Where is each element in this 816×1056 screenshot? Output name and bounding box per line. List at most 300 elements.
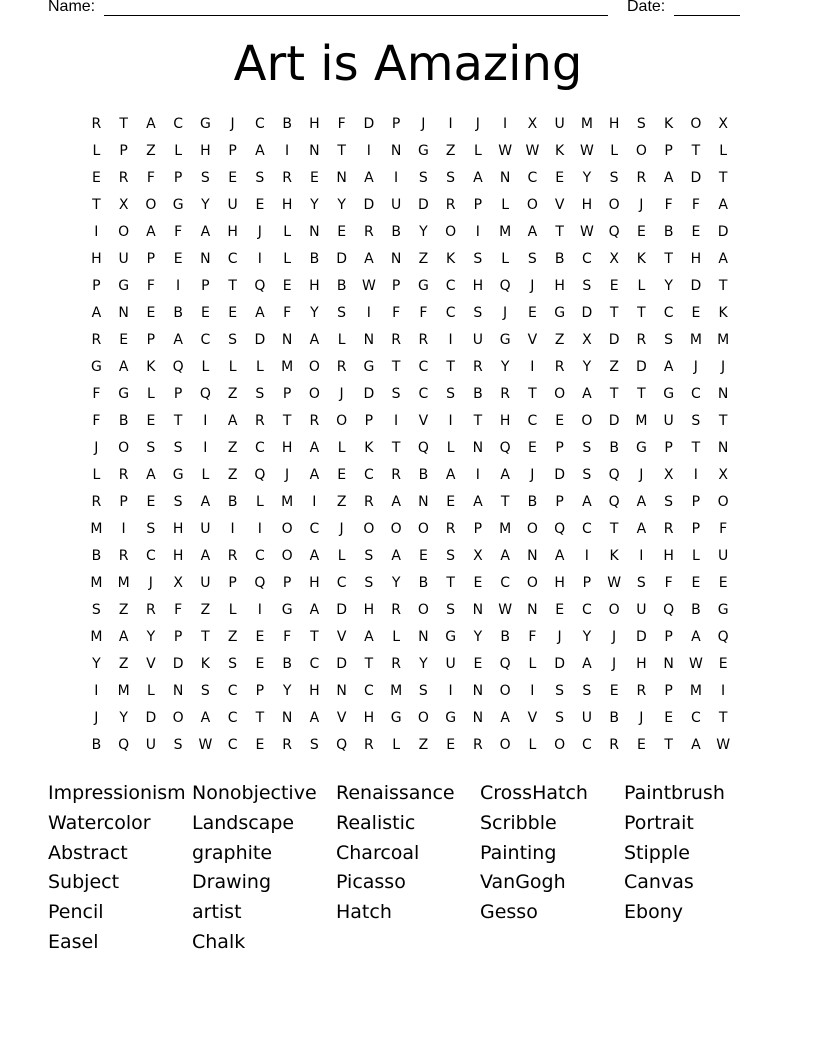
grid-letter[interactable]: M [717, 332, 730, 348]
grid-letter[interactable]: A [309, 710, 320, 726]
grid-letter[interactable]: R [391, 467, 402, 483]
grid-letter[interactable]: N [118, 305, 130, 321]
grid-letter[interactable]: E [609, 278, 620, 294]
grid-letter[interactable]: Y [500, 359, 510, 375]
grid-letter[interactable]: G [390, 710, 403, 726]
grid-letter[interactable]: A [309, 467, 320, 483]
grid-letter[interactable]: T [718, 170, 728, 186]
grid-letter[interactable]: K [636, 251, 647, 267]
grid-letter[interactable]: N [336, 170, 348, 186]
grid-letter[interactable]: D [581, 305, 593, 321]
grid-letter[interactable]: C [363, 467, 375, 483]
grid-letter[interactable]: Q [499, 440, 512, 456]
grid-letter[interactable]: A [636, 494, 647, 510]
grid-letter[interactable]: C [145, 548, 157, 564]
grid-letter[interactable]: I [721, 683, 726, 699]
grid-letter[interactable]: B [336, 278, 347, 294]
grid-letter[interactable]: O [145, 197, 157, 213]
grid-letter[interactable]: Q [172, 359, 185, 375]
grid-letter[interactable]: N [717, 440, 729, 456]
grid-letter[interactable]: G [118, 386, 130, 402]
grid-letter[interactable]: I [366, 305, 372, 321]
grid-letter[interactable]: K [446, 251, 456, 267]
grid-letter[interactable]: C [445, 305, 457, 321]
grid-letter[interactable]: F [146, 170, 156, 186]
grid-letter[interactable]: T [500, 494, 510, 510]
grid-letter[interactable]: S [146, 521, 156, 537]
grid-letter[interactable]: N [336, 683, 348, 699]
grid-letter[interactable]: R [91, 332, 102, 348]
grid-letter[interactable]: P [173, 170, 183, 186]
grid-letter[interactable]: J [639, 467, 644, 483]
grid-letter[interactable]: E [200, 305, 211, 321]
grid-letter[interactable]: T [173, 413, 183, 429]
grid-letter[interactable]: I [448, 413, 454, 429]
grid-letter[interactable]: R [255, 413, 266, 429]
grid-letter[interactable]: A [118, 359, 129, 375]
grid-letter[interactable]: L [337, 332, 347, 348]
grid-letter[interactable]: O [499, 683, 512, 699]
grid-letter[interactable]: Y [582, 170, 592, 186]
grid-letter[interactable]: A [255, 305, 266, 321]
grid-letter[interactable]: A [500, 467, 511, 483]
grid-letter[interactable]: J [530, 278, 535, 294]
grid-letter[interactable]: C [527, 413, 538, 429]
grid-letter[interactable]: I [448, 683, 454, 699]
grid-letter[interactable]: A [473, 494, 484, 510]
grid-letter[interactable]: F [92, 386, 101, 402]
grid-letter[interactable]: P [691, 494, 701, 510]
grid-letter[interactable]: C [227, 737, 239, 753]
grid-letter[interactable]: P [391, 278, 401, 294]
grid-letter[interactable]: A [309, 548, 320, 564]
grid-letter[interactable]: E [636, 224, 647, 240]
grid-letter[interactable]: A [500, 710, 511, 726]
grid-letter[interactable]: L [174, 143, 183, 159]
grid-letter[interactable]: T [637, 305, 647, 321]
grid-letter[interactable]: T [664, 251, 674, 267]
grid-letter[interactable]: J [557, 629, 563, 645]
grid-letter[interactable]: Y [146, 629, 156, 645]
grid-letter[interactable]: R [500, 386, 511, 402]
grid-letter[interactable]: A [445, 467, 456, 483]
grid-letter[interactable]: E [473, 575, 483, 591]
grid-letter[interactable]: S [473, 305, 483, 321]
grid-letter[interactable]: A [146, 116, 157, 132]
grid-letter[interactable]: S [364, 548, 374, 564]
grid-letter[interactable]: H [663, 548, 675, 564]
grid-letter[interactable]: A [500, 548, 511, 564]
grid-letter[interactable]: I [257, 521, 263, 537]
grid-letter[interactable]: E [718, 575, 729, 591]
grid-letter[interactable]: L [392, 737, 401, 753]
grid-letter[interactable]: W [361, 278, 377, 294]
grid-letter[interactable]: O [608, 602, 621, 618]
grid-letter[interactable]: E [527, 440, 538, 456]
grid-letter[interactable]: O [417, 521, 430, 537]
grid-letter[interactable]: E [636, 737, 647, 753]
grid-letter[interactable]: E [255, 629, 265, 645]
grid-letter[interactable]: N [472, 710, 484, 726]
grid-letter[interactable]: R [636, 332, 647, 348]
grid-letter[interactable]: S [364, 575, 374, 591]
grid-letter[interactable]: P [119, 143, 129, 159]
grid-letter[interactable]: T [228, 278, 238, 294]
grid-letter[interactable]: O [690, 116, 702, 132]
grid-letter[interactable]: I [639, 548, 644, 564]
grid-letter[interactable]: A [364, 251, 375, 267]
grid-letter[interactable]: X [663, 467, 674, 483]
grid-letter[interactable]: I [94, 683, 99, 699]
grid-letter[interactable]: E [691, 224, 701, 240]
grid-letter[interactable]: G [417, 143, 430, 159]
grid-letter[interactable]: A [582, 386, 593, 402]
grid-letter[interactable]: D [690, 278, 702, 294]
grid-letter[interactable]: H [200, 143, 212, 159]
grid-letter[interactable]: E [555, 413, 565, 429]
grid-letter[interactable]: F [146, 278, 156, 294]
grid-letter[interactable]: K [200, 656, 211, 672]
grid-letter[interactable]: O [118, 224, 130, 240]
grid-letter[interactable]: T [609, 305, 619, 321]
grid-letter[interactable]: L [528, 656, 537, 672]
grid-letter[interactable]: N [363, 332, 375, 348]
grid-letter[interactable]: T [473, 413, 483, 429]
grid-letter[interactable]: Q [254, 575, 266, 591]
grid-letter[interactable]: R [364, 737, 375, 753]
grid-letter[interactable]: E [418, 548, 429, 564]
grid-letter[interactable]: S [337, 305, 347, 321]
grid-letter[interactable]: L [255, 359, 265, 375]
grid-letter[interactable]: A [173, 332, 184, 348]
grid-letter[interactable]: E [309, 170, 320, 186]
grid-letter[interactable]: E [691, 575, 701, 591]
grid-letter[interactable]: L [283, 251, 292, 267]
grid-letter[interactable]: H [554, 575, 566, 591]
grid-letter[interactable]: A [146, 467, 157, 483]
grid-letter[interactable]: M [580, 116, 594, 132]
grid-letter[interactable]: O [554, 386, 566, 402]
grid-letter[interactable]: Y [419, 656, 429, 672]
grid-letter[interactable]: D [690, 170, 702, 186]
grid-letter[interactable]: C [227, 251, 239, 267]
grid-letter[interactable]: K [718, 305, 729, 321]
grid-letter[interactable]: F [691, 197, 701, 213]
grid-letter[interactable]: S [418, 683, 429, 699]
grid-letter[interactable]: L [201, 359, 210, 375]
grid-letter[interactable]: C [254, 116, 266, 132]
grid-letter[interactable]: S [228, 332, 238, 348]
grid-letter[interactable]: P [146, 251, 156, 267]
grid-letter[interactable]: I [203, 440, 208, 456]
grid-letter[interactable]: W [498, 602, 513, 618]
grid-letter[interactable]: W [498, 143, 513, 159]
grid-letter[interactable]: U [145, 737, 157, 753]
grid-letter[interactable]: T [364, 656, 374, 672]
grid-letter[interactable]: T [609, 386, 619, 402]
grid-letter[interactable]: L [446, 440, 456, 456]
date-blank-line[interactable] [674, 15, 740, 16]
grid-letter[interactable]: E [282, 278, 293, 294]
grid-letter[interactable]: H [172, 548, 184, 564]
grid-letter[interactable]: P [473, 521, 483, 537]
grid-letter[interactable]: A [200, 224, 211, 240]
grid-letter[interactable]: K [146, 359, 156, 375]
grid-letter[interactable]: M [90, 629, 103, 645]
grid-letter[interactable]: N [717, 386, 729, 402]
grid-letter[interactable]: B [473, 386, 484, 402]
grid-letter[interactable]: R [636, 170, 647, 186]
grid-letter[interactable]: Q [199, 386, 212, 402]
grid-letter[interactable]: Y [201, 197, 211, 213]
grid-letter[interactable]: L [719, 143, 728, 159]
grid-letter[interactable]: X [718, 116, 729, 132]
grid-letter[interactable]: A [391, 494, 402, 510]
grid-letter[interactable]: S [309, 737, 320, 753]
grid-letter[interactable]: G [635, 440, 648, 456]
grid-letter[interactable]: Z [418, 737, 429, 753]
grid-letter[interactable]: Q [554, 521, 566, 537]
grid-letter[interactable]: E [337, 224, 347, 240]
grid-letter[interactable]: P [473, 197, 483, 213]
grid-letter[interactable]: S [582, 467, 592, 483]
grid-letter[interactable]: O [390, 521, 403, 537]
grid-letter[interactable]: F [664, 575, 674, 591]
grid-letter[interactable]: V [527, 332, 538, 348]
grid-letter[interactable]: A [309, 602, 320, 618]
grid-letter[interactable]: I [366, 143, 372, 159]
grid-letter[interactable]: H [281, 197, 293, 213]
grid-letter[interactable]: L [228, 602, 238, 618]
grid-letter[interactable]: R [473, 737, 484, 753]
grid-letter[interactable]: L [610, 143, 619, 159]
grid-letter[interactable]: H [499, 413, 511, 429]
grid-letter[interactable]: S [200, 683, 211, 699]
grid-letter[interactable]: Z [609, 359, 620, 375]
grid-letter[interactable]: L [146, 683, 156, 699]
grid-letter[interactable]: A [227, 413, 238, 429]
grid-letter[interactable]: A [309, 332, 320, 348]
grid-letter[interactable]: N [309, 224, 321, 240]
grid-letter[interactable]: P [582, 575, 592, 591]
grid-letter[interactable]: B [609, 440, 620, 456]
grid-letter[interactable]: F [419, 305, 428, 321]
grid-letter[interactable]: D [336, 656, 348, 672]
grid-letter[interactable]: U [391, 197, 402, 213]
grid-letter[interactable]: T [528, 386, 538, 402]
grid-letter[interactable]: G [281, 602, 294, 618]
grid-letter[interactable]: C [363, 683, 375, 699]
grid-letter[interactable]: U [472, 332, 484, 348]
grid-letter[interactable]: E [146, 305, 156, 321]
grid-letter[interactable]: L [201, 467, 210, 483]
grid-letter[interactable]: G [554, 305, 566, 321]
grid-letter[interactable]: H [636, 656, 648, 672]
grid-letter[interactable]: D [172, 656, 185, 672]
grid-letter[interactable]: A [364, 629, 375, 645]
grid-letter[interactable]: R [636, 683, 647, 699]
grid-letter[interactable]: R [445, 197, 456, 213]
grid-letter[interactable]: H [172, 521, 184, 537]
grid-letter[interactable]: J [257, 224, 263, 240]
grid-letter[interactable]: Z [118, 656, 129, 672]
grid-letter[interactable]: D [635, 359, 648, 375]
grid-letter[interactable]: P [119, 494, 129, 510]
grid-letter[interactable]: I [584, 548, 590, 564]
grid-letter[interactable]: T [337, 143, 347, 159]
grid-letter[interactable]: Z [445, 143, 456, 159]
grid-letter[interactable]: A [663, 170, 674, 186]
grid-letter[interactable]: S [446, 170, 456, 186]
grid-letter[interactable]: A [636, 521, 647, 537]
grid-letter[interactable]: S [636, 116, 647, 132]
grid-letter[interactable]: C [500, 575, 511, 591]
grid-letter[interactable]: T [555, 224, 565, 240]
grid-letter[interactable]: D [417, 197, 430, 213]
grid-letter[interactable]: D [336, 602, 348, 618]
grid-letter[interactable]: S [555, 683, 565, 699]
grid-letter[interactable]: D [363, 197, 375, 213]
grid-letter[interactable]: P [282, 386, 292, 402]
grid-letter[interactable]: D [363, 386, 375, 402]
grid-letter[interactable]: Z [227, 386, 238, 402]
grid-letter[interactable]: H [363, 602, 375, 618]
grid-letter[interactable]: R [91, 494, 102, 510]
grid-letter[interactable]: E [146, 494, 156, 510]
grid-letter[interactable]: O [608, 197, 621, 213]
grid-letter[interactable]: S [146, 440, 156, 456]
grid-letter[interactable]: Q [254, 278, 266, 294]
grid-letter[interactable]: E [664, 710, 674, 726]
grid-letter[interactable]: A [200, 494, 211, 510]
grid-letter[interactable]: I [475, 467, 481, 483]
grid-letter[interactable]: A [200, 710, 211, 726]
grid-letter[interactable]: J [285, 467, 290, 483]
grid-letter[interactable]: L [228, 359, 238, 375]
grid-letter[interactable]: D [608, 332, 621, 348]
grid-letter[interactable]: Q [663, 602, 675, 618]
grid-letter[interactable]: O [581, 413, 593, 429]
grid-letter[interactable]: V [146, 656, 157, 672]
grid-letter[interactable]: P [228, 143, 238, 159]
grid-letter[interactable]: O [526, 197, 539, 213]
grid-letter[interactable]: K [609, 548, 620, 564]
grid-letter[interactable]: J [693, 359, 699, 375]
grid-letter[interactable]: C [254, 548, 266, 564]
grid-letter[interactable]: N [418, 629, 430, 645]
grid-letter[interactable]: R [554, 359, 565, 375]
grid-letter[interactable]: V [527, 710, 538, 726]
grid-letter[interactable]: A [554, 548, 565, 564]
grid-letter[interactable]: U [636, 602, 647, 618]
grid-letter[interactable]: M [689, 332, 703, 348]
grid-letter[interactable]: R [118, 170, 129, 186]
grid-letter[interactable]: R [364, 494, 375, 510]
grid-letter[interactable]: Y [310, 305, 320, 321]
grid-letter[interactable]: E [255, 656, 265, 672]
grid-letter[interactable]: Z [227, 467, 238, 483]
grid-letter[interactable]: P [664, 629, 674, 645]
grid-letter[interactable]: H [554, 278, 566, 294]
grid-letter[interactable]: W [579, 224, 595, 240]
grid-letter[interactable]: T [391, 359, 401, 375]
grid-letter[interactable]: H [281, 440, 293, 456]
grid-letter[interactable]: J [148, 575, 154, 591]
grid-letter[interactable]: N [527, 602, 539, 618]
grid-letter[interactable]: C [418, 359, 429, 375]
grid-letter[interactable]: I [530, 359, 535, 375]
grid-letter[interactable]: C [227, 710, 239, 726]
grid-letter[interactable]: G [363, 359, 375, 375]
grid-letter[interactable]: J [475, 116, 481, 132]
grid-letter[interactable]: H [309, 575, 321, 591]
grid-letter[interactable]: B [663, 224, 674, 240]
grid-letter[interactable]: N [390, 143, 402, 159]
grid-letter[interactable]: Y [119, 710, 129, 726]
grid-letter[interactable]: T [310, 629, 320, 645]
grid-letter[interactable]: W [198, 737, 213, 753]
grid-letter[interactable]: R [391, 656, 402, 672]
grid-letter[interactable]: D [554, 656, 566, 672]
grid-letter[interactable]: J [639, 197, 644, 213]
grid-letter[interactable]: C [690, 710, 702, 726]
grid-letter[interactable]: R [418, 332, 429, 348]
grid-letter[interactable]: Q [417, 440, 430, 456]
grid-letter[interactable]: E [146, 413, 156, 429]
grid-letter[interactable]: J [530, 467, 535, 483]
grid-letter[interactable]: F [92, 413, 101, 429]
grid-letter[interactable]: P [146, 332, 156, 348]
grid-letter[interactable]: X [582, 332, 593, 348]
grid-letter[interactable]: A [200, 548, 211, 564]
grid-letter[interactable]: D [635, 629, 648, 645]
grid-letter[interactable]: E [473, 656, 483, 672]
grid-letter[interactable]: H [363, 710, 375, 726]
grid-letter[interactable]: O [499, 737, 512, 753]
grid-letter[interactable]: F [392, 305, 401, 321]
grid-letter[interactable]: C [173, 116, 184, 132]
grid-letter[interactable]: B [527, 494, 538, 510]
grid-letter[interactable]: B [609, 710, 620, 726]
grid-letter[interactable]: L [501, 197, 510, 213]
grid-letter[interactable]: T [255, 710, 265, 726]
grid-letter[interactable]: M [689, 683, 703, 699]
grid-letter[interactable]: A [718, 197, 729, 213]
grid-letter[interactable]: T [664, 737, 674, 753]
grid-letter[interactable]: S [446, 386, 456, 402]
grid-letter[interactable]: B [309, 251, 320, 267]
grid-letter[interactable]: U [718, 548, 729, 564]
grid-letter[interactable]: H [581, 197, 593, 213]
grid-letter[interactable]: R [282, 170, 293, 186]
grid-letter[interactable]: R [364, 224, 375, 240]
grid-letter[interactable]: N [418, 494, 430, 510]
grid-letter[interactable]: C [581, 251, 593, 267]
grid-letter[interactable]: L [92, 467, 101, 483]
grid-letter[interactable]: B [500, 629, 511, 645]
grid-letter[interactable]: G [417, 278, 430, 294]
grid-letter[interactable]: S [418, 170, 429, 186]
grid-letter[interactable]: Q [336, 737, 348, 753]
grid-letter[interactable]: X [118, 197, 129, 213]
grid-letter[interactable]: J [339, 521, 345, 537]
grid-letter[interactable]: O [526, 575, 539, 591]
grid-letter[interactable]: S [664, 332, 674, 348]
grid-letter[interactable]: A [309, 440, 320, 456]
grid-letter[interactable]: O [417, 710, 430, 726]
grid-letter[interactable]: P [691, 521, 701, 537]
grid-letter[interactable]: O [526, 521, 539, 537]
